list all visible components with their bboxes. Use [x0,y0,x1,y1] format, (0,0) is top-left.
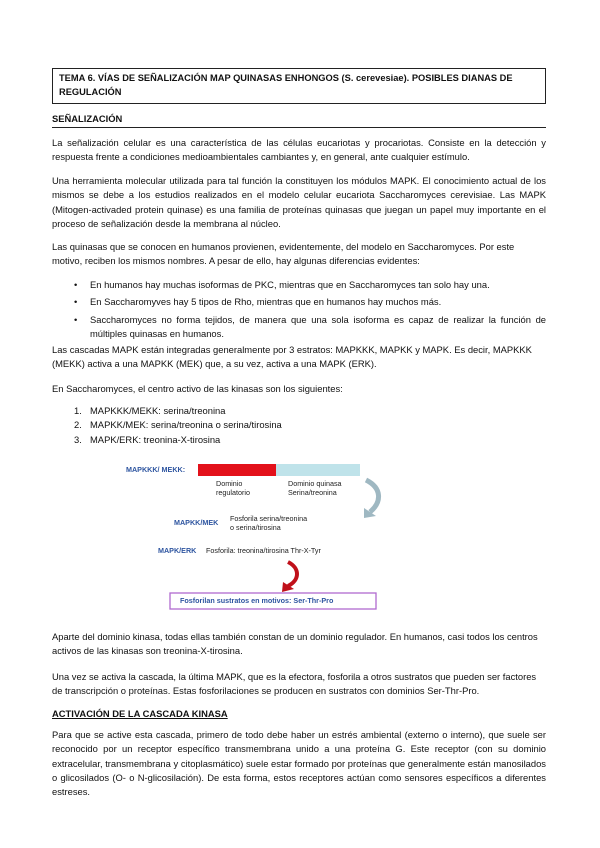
paragraph-8: Para que se active esta cascada, primero de todo debe haber un estrés ambiental (externo o interno), que suele ser reconocido por un receptor específico transmembrana unido a una proteína G. Este receptor (con su dominio extracelular, transmembrana y citoplasmático) suele estar formado por proteínas que generalmente están manosilados o glicosilados (O- o N-glicosilación). De esta forma, estos receptores actúan como sensores específicos a diferentes estreses. [52,729,546,798]
list-item: • En humanos hay muchas isoformas de PKC, mientras que en Saccharomyces tan solo hay una. [74,279,490,290]
mekk-label: MAPKKK/ MEKK: [126,465,186,474]
kinase-domain-bar [276,464,360,476]
list-item: 2. MAPKK/MEK: serina/treonina o serina/tirosina [74,419,282,431]
mek-description: Fosforila serina/treonina o serina/tirosina [230,514,308,532]
erk-label: MAPK/ERK [158,546,197,555]
regulatory-domain-label: Dominio regulatorio [216,479,250,497]
list-item: • En Saccharomyves hay 5 tipos de Rho, mientras que en humanos hay muchos más. [74,296,442,308]
diagram-graphics [120,458,420,618]
erk-description: Fosforila: treonina/tirosina Thr-X-Tyr [206,546,321,555]
substrates-text: Fosforilan sustratos en motivos: Ser-Thr-Pro [180,596,334,605]
differences-list [52,278,546,344]
paragraph-5: En Saccharomyces, el centro activo de las kinasas son los siguientes: [52,383,343,394]
document-title: TEMA 6. VÍAS DE SEÑALIZACIÓN MAP QUINASAS ENHONGOS (S. cerevesiae). POSIBLES DIANAS DE REGULACIÓN [52,68,546,104]
paragraph-4: Las cascadas MAPK están integradas generalmente por 3 estratos: MAPKKK, MAPKK y MAPK. Es decir, MAPKKK (MEKK) activa a una MAPKK (MEK) que, a su vez, activa a una MAPK (ERK). [52,344,532,370]
red-arrow-icon [288,562,297,586]
paragraph-2: Una herramienta molecular utilizada para tal función la constituyen los módulos MAPK. El conocimiento actual de los mismos se debe a los estudios realizados en el modelo celular eucariota Saccharomyces cerevisiae. Las MAPK (Mitogen-activaded protein quinase) es una familia de proteínas quinasas que juegan un papel muy importante en el proceso de señalización desde la membrana al núcleo. [52,175,546,229]
kinase-domain-label: Dominio quinasa Serina/treonina [288,479,342,497]
grey-arrow-icon [366,480,379,512]
list-item: 1. MAPKKK/MEKK: serina/treonina [74,405,226,416]
paragraph-1: La señalización celular es una característica de las células eucariotas y procariotas. Consiste en la detección y respuesta frente a condiciones medioambientales cambiantes y, en general, ante cualquier estímulo. [52,137,546,163]
regulatory-domain-bar [198,464,276,476]
section-heading-senalizacion: SEÑALIZACIÓN [52,112,546,128]
active-centers-list [52,404,546,447]
list-item: 3. MAPK/ERK: treonina-X-tirosina [74,433,221,445]
mapk-cascade-diagram [120,458,420,618]
list-item: • Saccharomyces no forma tejidos, de manera que una sola isoforma es capaz de realizar la función de múltiples quinasas en humanos. [74,313,546,339]
paragraph-3: Las quinasas que se conocen en humanos provienen, evidentemente, del modelo en Saccharomyces. Por este motivo, reciben los mismos nombres. A pesar de ello, hay algunas diferencias evidentes: [52,241,515,267]
paragraph-7: Una vez se activa la cascada, la última MAPK, que es la efectora, fosforila a otros sustratos que pueden ser factores de transcripción o proteínas. Estas fosforilaciones se producen en sustratos con dominios Ser-Thr-Pro. [52,671,537,697]
mek-label: MAPKK/MEK [174,518,219,527]
section-heading-activacion: ACTIVACIÓN DE LA CASCADA KINASA [52,708,228,719]
paragraph-6: Aparte del dominio kinasa, todas ellas también constan de un dominio regulador. En humanos, casi todos los centros activos de las kinasas son treonina-X-tirosina. [52,631,538,657]
